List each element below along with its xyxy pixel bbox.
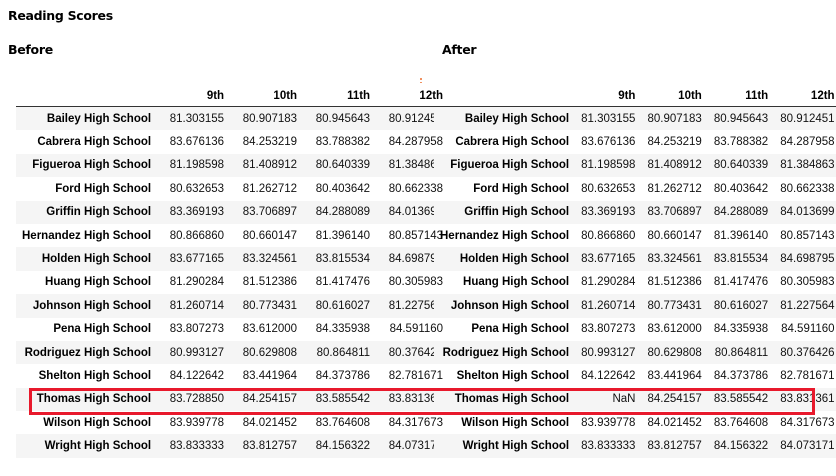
table-cell: 80.305983 [780,276,835,289]
table-row [16,364,449,387]
table-cell: 84.254157 [242,393,298,406]
table-cell: 83.728850 [169,393,225,406]
table-cell: 83.676136 [169,136,225,149]
table-cell: 84.373786 [315,369,371,382]
table-cell: 84.317673 [388,416,444,429]
table-cell: 83.833333 [169,440,225,453]
table-row [434,434,836,457]
table-cell: 80.403642 [315,182,371,195]
table-cell: 81.262712 [647,182,702,195]
row-label: Thomas High School [454,393,570,406]
row-label: Ford High School [473,182,570,195]
table-cell: 80.866860 [169,229,225,242]
table-row [434,154,836,177]
table-cell: 80.376426 [780,346,835,359]
row-label: Shelton High School [38,369,152,382]
row-label: Rodriguez High School [24,346,152,359]
table-cell: 80.864811 [714,346,769,359]
row-label: Ford High School [55,182,152,195]
table-cell: 80.907183 [647,112,702,125]
table-cell: 81.290284 [581,276,636,289]
table-cell: 83.939778 [169,416,225,429]
table-cell: 84.335938 [315,323,371,336]
table-cell: 84.591160 [389,323,444,336]
row-label: Pena High School [471,323,570,336]
table-cell: 80.866860 [581,229,636,242]
table-row [16,341,449,364]
table-row [434,388,836,411]
row-label: Holden High School [41,253,152,266]
table-cell: 80.640339 [315,159,371,172]
table-cell: 80.993127 [169,346,225,359]
table-cell: 80.629808 [242,346,298,359]
table-cell: 84.021452 [647,416,702,429]
table-cell: 83.585542 [713,393,769,406]
index-header [16,86,157,107]
row-label: Figueroa High School [450,159,570,172]
after-table [434,86,836,458]
table-cell: 81.303155 [581,112,636,125]
after-heading: After [442,42,477,57]
row-label: Wilson High School [43,416,152,429]
row-label: Cabrera High School [37,136,152,149]
table-row [434,341,836,364]
table-cell: 82.781671 [388,369,444,382]
table-row [16,318,449,341]
table-cell: 83.807273 [581,323,636,336]
table-row [16,224,449,247]
page-title: Reading Scores [8,8,113,23]
row-label: Holden High School [459,253,570,266]
table-cell: 81.417476 [713,276,769,289]
table-row [16,434,449,457]
table-cell: 84.156322 [315,440,371,453]
table-cell: 83.677165 [581,253,636,266]
table-cell: 81.408912 [242,159,298,172]
table-row [434,318,836,341]
table-cell: 84.253219 [242,136,298,149]
column-header: 9th [157,86,230,107]
table-cell: 84.073171 [388,440,444,453]
table-cell: 84.013699 [780,206,835,219]
table-cell: 84.013699 [388,206,444,219]
table-cell: 84.373786 [713,369,769,382]
table-cell: 81.408912 [647,159,702,172]
row-label: Griffin High School [46,206,152,219]
table-row [434,411,836,434]
table-row [434,247,836,270]
table-cell: 83.612000 [647,323,702,336]
table-cell: 81.260714 [169,299,225,312]
table-header-row [434,86,836,107]
table-cell: 83.939778 [581,416,636,429]
row-label: Shelton High School [456,369,570,382]
table-cell: 84.591160 [781,323,835,336]
table-cell: 84.122642 [581,369,636,382]
table-cell: 81.512386 [242,276,298,289]
table-row [16,294,449,317]
table-row [16,388,449,411]
table-cell: 84.122642 [169,369,225,382]
table-cell: 84.335938 [713,323,769,336]
row-label: Hernandez High School [440,229,570,242]
column-header: 12th [376,86,449,107]
table-row [434,130,836,153]
table-cell: 83.441964 [242,369,298,382]
table-cell: 80.864811 [316,346,371,359]
table-cell: 80.616027 [315,299,371,312]
table-cell: 81.303155 [169,112,225,125]
row-label: Bailey High School [46,112,152,125]
before-table [16,86,449,458]
table-cell: 81.198598 [581,159,636,172]
table-cell: 80.403642 [713,182,769,195]
table-cell: 81.384863 [780,159,835,172]
table-cell: 81.290284 [169,276,225,289]
row-label: Johnson High School [450,299,570,312]
table-cell: 84.156322 [713,440,769,453]
row-label: Wright High School [462,440,570,453]
table-row [16,201,449,224]
table-cell: 83.831361 [780,393,835,406]
table-cell: 81.396140 [315,229,371,242]
table-cell: 83.788382 [315,136,371,149]
table-cell: 84.073171 [780,440,835,453]
table-cell: 83.324561 [242,253,298,266]
table-cell: 83.815534 [315,253,371,266]
table-cell: 80.662338 [388,182,444,195]
column-header: 9th [575,86,641,107]
table-row [434,224,836,247]
table-row [16,271,449,294]
table-cell: 81.417476 [315,276,371,289]
table-row [16,177,449,200]
table-cell: 83.677165 [169,253,225,266]
table-cell: 83.812757 [647,440,702,453]
table-cell: 83.788382 [713,136,769,149]
table-cell: 81.512386 [647,276,702,289]
table-cell: 81.227564 [780,299,835,312]
table-cell: 81.198598 [169,159,225,172]
table-cell: 80.662338 [780,182,835,195]
table-cell: 84.698795 [780,253,835,266]
table-cell: 84.317673 [780,416,835,429]
table-row [434,294,836,317]
row-label: Figueroa High School [32,159,152,172]
table-cell: 81.227564 [388,299,444,312]
table-cell: 84.698795 [388,253,444,266]
table-cell: 81.260714 [581,299,636,312]
table-cell: 80.376426 [388,346,444,359]
row-label: Johnson High School [32,299,152,312]
table-cell: 84.254157 [647,393,702,406]
row-label: Rodriguez High School [442,346,570,359]
table-cell: 83.706897 [647,206,702,219]
table-cell: 80.660147 [242,229,298,242]
table-cell: 84.288089 [315,206,371,219]
table-cell: 83.324561 [647,253,702,266]
table-cell: 81.384863 [388,159,444,172]
row-label: Thomas High School [36,393,152,406]
table-cell: 80.773431 [647,299,702,312]
table-cell: 80.629808 [647,346,702,359]
table-row [16,107,449,131]
column-header: 11th [708,86,774,107]
table-cell: NaN [612,393,636,406]
table-row [16,154,449,177]
column-header: 10th [641,86,707,107]
table-cell: 80.660147 [647,229,702,242]
table-row [16,411,449,434]
table-cell: 84.288089 [713,206,769,219]
table-header-row [16,86,449,107]
table-cell: 83.441964 [647,369,702,382]
table-cell: 80.857143 [780,229,835,242]
table-cell: 80.773431 [242,299,298,312]
before-heading: Before [8,42,53,57]
table-cell: 80.912451 [388,112,444,125]
table-cell: 83.706897 [242,206,298,219]
row-label: Bailey High School [464,112,570,125]
table-cell: 83.369193 [581,206,636,219]
row-label: Huang High School [45,276,152,289]
column-header: 11th [303,86,376,107]
table-cell: 83.676136 [581,136,636,149]
table-cell: 80.907183 [242,112,298,125]
row-label: Huang High School [463,276,570,289]
row-label: Cabrera High School [455,136,570,149]
index-header [434,86,575,107]
cell-marker-icon [420,78,422,84]
table-row [434,201,836,224]
column-header: 10th [230,86,303,107]
table-cell: 80.857143 [388,229,444,242]
table-cell: 83.585542 [315,393,371,406]
table-cell: 83.815534 [713,253,769,266]
table-cell: 82.781671 [780,369,835,382]
table-cell: 80.616027 [713,299,769,312]
table-row [434,177,836,200]
table-cell: 81.262712 [242,182,298,195]
table-cell: 81.396140 [713,229,769,242]
row-label: Wilson High School [461,416,570,429]
table-cell: 83.764608 [315,416,371,429]
table-cell: 84.287958 [780,136,835,149]
table-cell: 83.807273 [169,323,225,336]
row-label: Pena High School [53,323,152,336]
table-cell: 80.632653 [169,182,225,195]
table-cell: 84.287958 [388,136,444,149]
table-cell: 83.833333 [581,440,636,453]
table-row [434,271,836,294]
table-row [434,107,836,131]
table-cell: 80.993127 [581,346,636,359]
table-cell: 80.912451 [780,112,835,125]
row-label: Hernandez High School [22,229,152,242]
row-label: Griffin High School [464,206,570,219]
table-cell: 80.640339 [713,159,769,172]
column-header: 12th [774,86,836,107]
table-row [16,130,449,153]
table-cell: 83.812757 [242,440,298,453]
table-row [434,364,836,387]
table-cell: 80.945643 [315,112,371,125]
table-cell: 80.945643 [713,112,769,125]
table-cell: 80.632653 [581,182,636,195]
table-cell: 83.831361 [388,393,444,406]
table-cell: 83.764608 [713,416,769,429]
table-cell: 83.369193 [169,206,225,219]
table-cell: 83.612000 [242,323,298,336]
table-cell: 84.021452 [242,416,298,429]
table-cell: 84.253219 [647,136,702,149]
row-label: Wright High School [44,440,152,453]
table-cell: 80.305983 [388,276,444,289]
table-row [16,247,449,270]
